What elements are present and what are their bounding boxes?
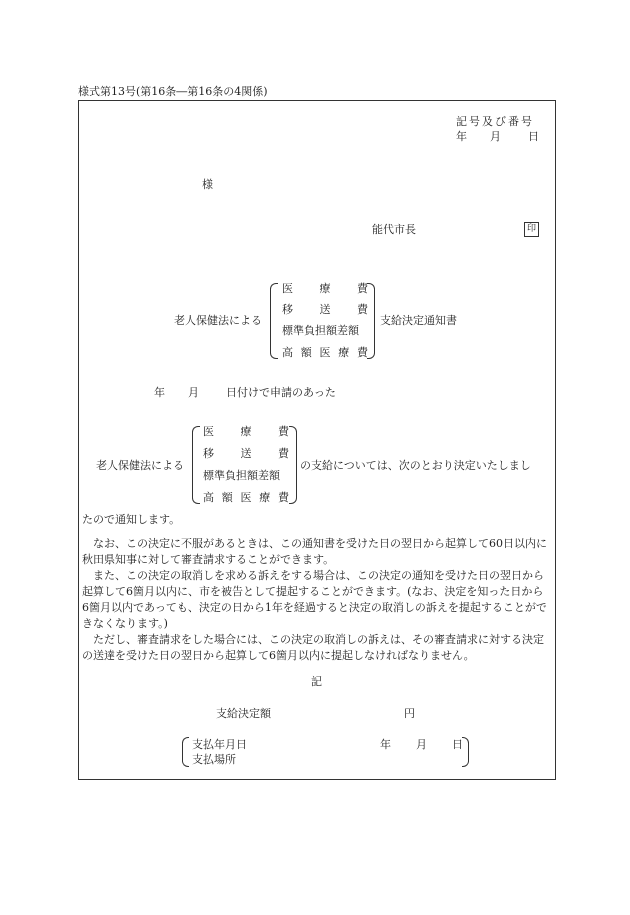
form-header: 様式第13号(第16条―第16条の4関係) [78, 85, 268, 98]
title-brace-left [270, 283, 278, 359]
paragraph-appeal: なお、この決定に不服があるときは、この通知書を受けた日の翌日から起算して60日以内に秋田県知事に対して審査請求することができます。 [82, 537, 547, 566]
title-item-burden-diff: 標準負担額差額 [282, 324, 359, 337]
issue-date-month: 月 [490, 130, 501, 143]
body-prefix: 老人保健法による [96, 459, 184, 472]
application-month: 月 [188, 386, 199, 399]
title-item-high-cost: 高 額 医 療 費 [282, 346, 368, 359]
body-brace-left [192, 426, 200, 504]
addressee-suffix: 様 [202, 178, 213, 191]
issue-date-day: 日 [528, 130, 539, 143]
payment-place-label: 支払場所 [192, 753, 236, 766]
issue-date-year: 年 [456, 130, 467, 143]
paragraph-lawsuit: また、この決定の取消しを求める訴えをする場合は、この決定の通知を受けた日の翌日から起算して6箇月以内に、市を被告として提起することができます。(なお、決定を知った日から6箇月以内であっても、決定の日から1年を経過すると決定の取消しの訴えを提起することができなくなります。) [82, 569, 547, 630]
payment-day: 日 [452, 738, 463, 751]
application-year: 年 [154, 386, 165, 399]
body-item-high-cost: 高 額 医 療 費 [203, 491, 289, 504]
payment-date-label: 支払年月日 [192, 738, 247, 751]
body-suffix: の支給については、次のとおり決定いたしまし [300, 459, 531, 472]
body-continuation: たので通知します。 [82, 513, 181, 526]
issuer-name: 能代市長 [372, 223, 416, 236]
payment-month: 月 [416, 738, 427, 751]
paragraph-proviso: ただし、審査請求をした場合には、この決定の取消しの訴えは、その審査請求に対する決定の送達を受けた日の翌日から起算して6箇月以内に提起しなければなりません。 [82, 633, 544, 662]
yen-unit: 円 [404, 707, 415, 720]
payment-amount-label: 支給決定額 [216, 707, 271, 720]
body-brace-right [289, 426, 297, 504]
body-item-burden-diff: 標準負担額差額 [203, 469, 280, 482]
title-brace-right [367, 283, 375, 359]
seal-mark: 印 [524, 222, 539, 237]
payment-brace-left [182, 737, 189, 767]
payment-brace-right [462, 737, 469, 767]
title-item-medical: 医 療 費 [282, 282, 368, 295]
title-suffix: 支給決定通知書 [380, 314, 457, 327]
application-day-text: 日付けで申請のあった [226, 386, 336, 399]
title-item-transport: 移 送 費 [282, 303, 368, 316]
title-prefix: 老人保健法による [174, 314, 262, 327]
body-item-transport: 移 送 費 [203, 447, 289, 460]
record-heading: 記 [311, 675, 322, 688]
ref-number-label: 記号及び番号 [456, 115, 534, 128]
body-item-medical: 医 療 費 [203, 425, 289, 438]
payment-year: 年 [380, 738, 391, 751]
